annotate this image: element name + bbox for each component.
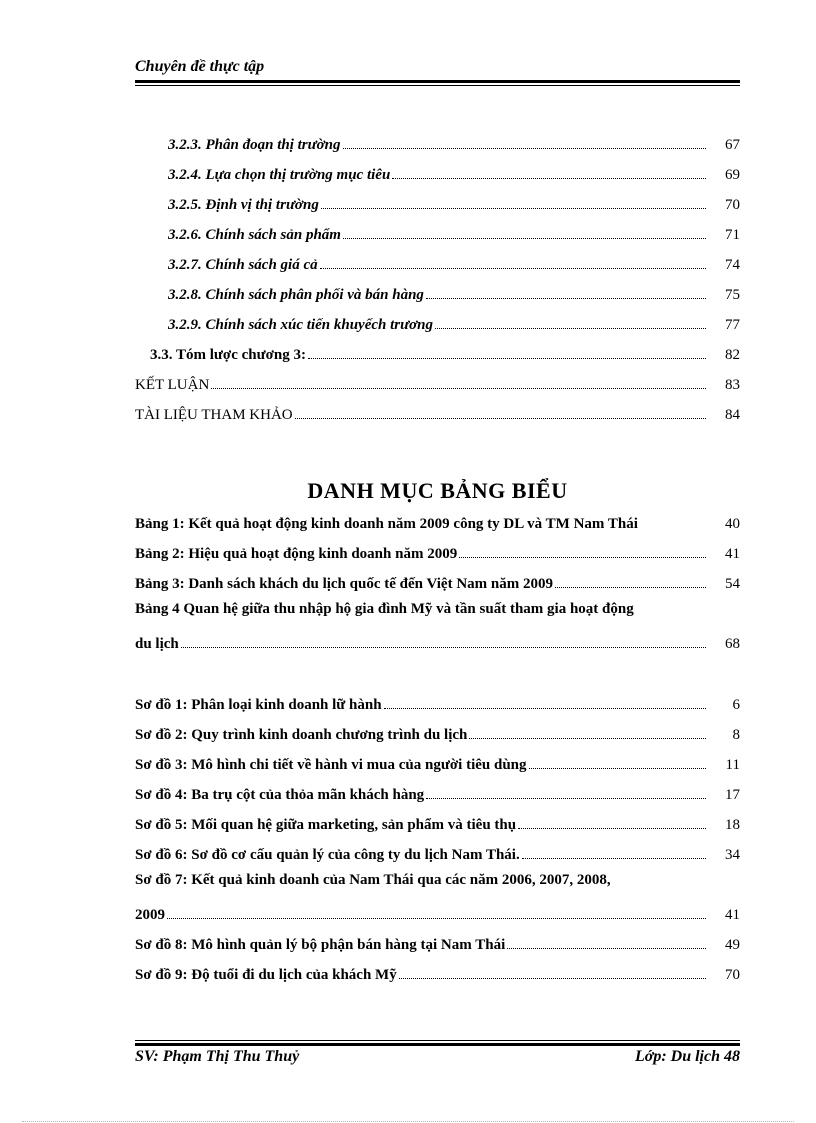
diagram-entry-page: 18 [725, 817, 740, 833]
toc-entry-page: 82 [725, 347, 740, 363]
leader-dots [518, 827, 706, 829]
toc-entry-label: 3.2.5. Định vị thị trường [168, 197, 319, 213]
toc-entry-label: 3.3. Tóm lược chương 3: [150, 347, 307, 363]
leader-dots [399, 977, 706, 979]
leader-dots [459, 556, 706, 558]
footer-student-name: SV: Phạm Thị Thu Thuỷ [135, 1048, 300, 1065]
diagram-entry-label: Sơ đồ 6: Sơ đồ cơ cấu quản lý của công ty du lịch Nam Thái. [135, 847, 520, 863]
table-entry[interactable] [135, 541, 740, 563]
toc-entry-label: TÀI LIỆU THAM KHẢO [135, 407, 293, 423]
leader-dots [384, 707, 706, 709]
leader-dots [320, 267, 706, 269]
diagram-entry-page: 49 [725, 937, 740, 953]
table-entry[interactable] [135, 631, 740, 653]
leader-dots [321, 207, 706, 209]
page-bottom-edge [22, 1121, 794, 1122]
diagram-entry[interactable] [135, 932, 740, 954]
toc-entry-label: 3.2.4. Lựa chọn thị trường mục tiêu [168, 167, 391, 183]
table-entry-label: Bảng 1: Kết quả hoạt động kinh doanh năm 2009 công ty DL và TM Nam Thái [135, 516, 638, 532]
diagram-entry-page: 70 [725, 967, 740, 983]
toc-entry-page: 70 [725, 197, 740, 213]
toc-entry[interactable] [135, 192, 740, 214]
toc-entry-label: 3.2.6. Chính sách sản phẩm [168, 227, 341, 243]
toc-entry[interactable] [135, 282, 740, 304]
diagram-entry-page: 41 [725, 907, 740, 923]
toc-entry[interactable] [135, 162, 740, 184]
page-header-title: Chuyên đề thực tập [135, 58, 265, 75]
diagram-entry-page: 8 [732, 727, 740, 743]
diagram-entry[interactable] [135, 842, 740, 864]
toc-entry-page: 69 [725, 167, 740, 183]
toc-entry-label: 3.2.8. Chính sách phân phối và bán hàng [168, 287, 424, 303]
leader-dots [343, 147, 707, 149]
toc-entry[interactable] [135, 312, 740, 334]
toc-entry-page: 84 [725, 407, 740, 423]
diagram-entry[interactable] [135, 722, 740, 744]
toc-entry-label: 3.2.7. Chính sách giá cả [168, 257, 318, 273]
leader-dots [426, 797, 706, 799]
toc-entry-label: 3.2.3. Phân đoạn thị trường [168, 137, 341, 153]
header-rule [135, 80, 740, 86]
table-entry-page: 41 [725, 546, 740, 562]
diagram-entry[interactable] [135, 782, 740, 804]
diagram-entry[interactable] [135, 752, 740, 774]
toc-entry-page: 75 [725, 287, 740, 303]
table-entry[interactable] [135, 511, 740, 533]
toc-entry[interactable] [135, 132, 740, 154]
toc-entry[interactable] [135, 252, 740, 274]
leader-dots [343, 237, 706, 239]
toc-entry-page: 74 [725, 257, 740, 273]
footer-class-name: Lớp: Du lịch 48 [634, 1048, 740, 1065]
diagram-entry-page: 11 [725, 757, 740, 773]
toc-entry[interactable] [135, 342, 740, 364]
diagram-entry[interactable] [135, 902, 740, 924]
diagram-entry-label: Sơ đồ 5: Mối quan hệ giữa marketing, sản phẩm và tiêu thụ [135, 817, 517, 833]
footer-rule [135, 1040, 740, 1046]
leader-dots [308, 357, 706, 359]
toc-entry-page: 77 [725, 317, 740, 333]
diagram-entry-line1[interactable]: Sơ đồ 7: Kết quả kinh doanh của Nam Thái qua các năm 2006, 2007, 2008, [135, 872, 611, 888]
toc-entry[interactable] [135, 222, 740, 244]
leader-dots [529, 767, 706, 769]
diagram-entry-label: Sơ đồ 4: Ba trụ cột của thỏa mãn khách hàng [135, 787, 425, 803]
leader-dots [522, 857, 706, 859]
diagram-entry-label: Sơ đồ 3: Mô hình chi tiết về hành vi mua của người tiêu dùng [135, 757, 527, 773]
diagram-entry-label: Sơ đồ 9: Độ tuổi đi du lịch của khách Mỹ [135, 967, 397, 983]
leader-dots [435, 327, 706, 329]
diagram-entry[interactable] [135, 962, 740, 984]
leader-dots [555, 586, 706, 588]
diagram-entry-page: 34 [725, 847, 740, 863]
diagram-entry-page: 6 [732, 697, 740, 713]
diagram-entry[interactable] [135, 812, 740, 834]
diagram-entry-page: 17 [725, 787, 740, 803]
section-title: DANH MỤC BẢNG BIỂU [307, 478, 568, 503]
table-entry-page: 68 [725, 636, 740, 652]
table-entry-label: Bảng 2: Hiệu quả hoạt động kinh doanh năm 2009 [135, 546, 458, 562]
toc-entry[interactable] [135, 372, 740, 394]
leader-dots [211, 387, 706, 389]
table-entry-line1[interactable]: Bảng 4 Quan hệ giữa thu nhập hộ gia đình Mỹ và tần suất tham gia hoạt động [135, 601, 634, 617]
toc-entry-label: KẾT LUẬN [135, 377, 210, 393]
leader-dots [507, 947, 706, 949]
toc-entry-page: 83 [725, 377, 740, 393]
diagram-entry-label: 2009 [135, 907, 165, 923]
toc-entry-page: 71 [725, 227, 740, 243]
table-entry-label: Bảng 3: Danh sách khách du lịch quốc tế đến Việt Nam năm 2009 [135, 576, 553, 592]
table-entry-page: 40 [725, 516, 740, 532]
table-entry-page: 54 [725, 576, 740, 592]
diagram-entry-label: Sơ đồ 1: Phân loại kinh doanh lữ hành [135, 697, 382, 713]
diagram-entry-label: Sơ đồ 8: Mô hình quản lý bộ phận bán hàng tại Nam Thái [135, 937, 506, 953]
toc-entry-label: 3.2.9. Chính sách xúc tiến khuyếch trương [168, 317, 434, 333]
diagram-entry[interactable] [135, 692, 740, 714]
diagram-entry-label: Sơ đồ 2: Quy trình kinh doanh chương trình du lịch [135, 727, 468, 743]
toc-entry-page: 67 [725, 137, 740, 153]
table-entry-label: du lịch [135, 636, 179, 652]
toc-entry[interactable] [135, 402, 740, 424]
leader-dots [469, 737, 706, 739]
leader-dots [426, 297, 706, 299]
leader-dots [167, 917, 706, 919]
leader-dots [392, 177, 706, 179]
leader-dots [181, 646, 706, 648]
table-entry[interactable] [135, 571, 740, 593]
leader-dots [295, 417, 706, 419]
